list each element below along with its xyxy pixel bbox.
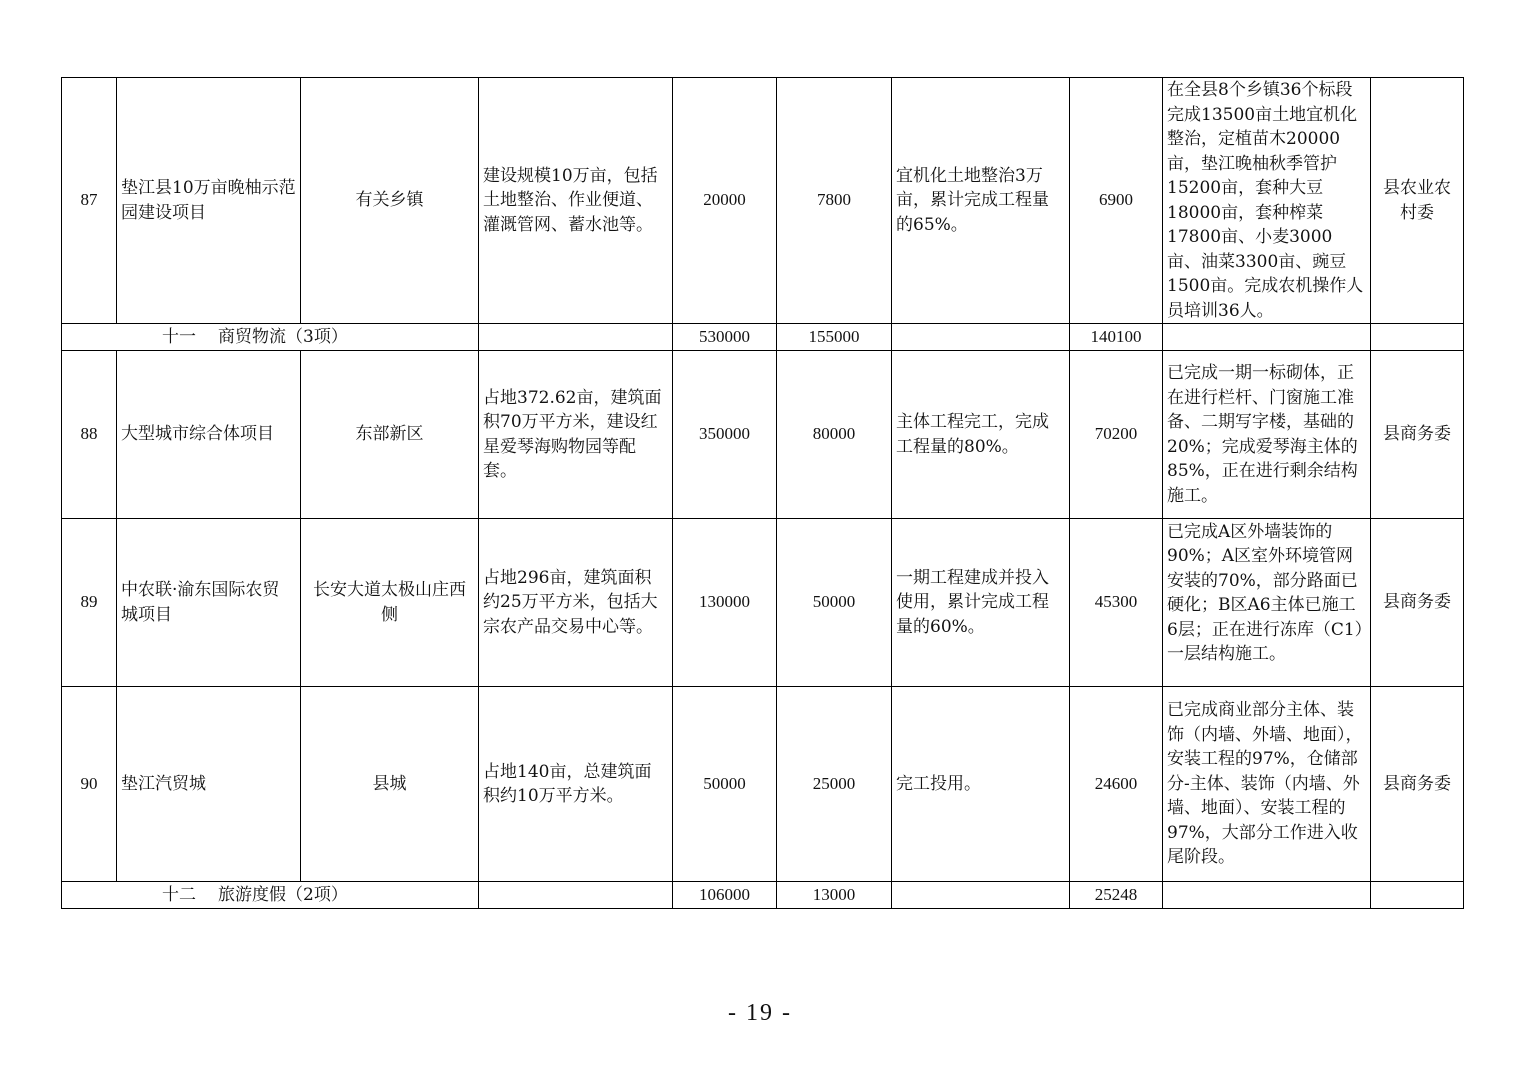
section-number: 十一 xyxy=(162,327,196,347)
row-number: 87 xyxy=(62,78,117,324)
empty-cell xyxy=(1371,324,1464,351)
section-number: 十二 xyxy=(162,885,196,905)
progress-status-text: 已完成A区外墙装饰的90%；A区室外环境管网安装的70%，部分路面已硬化；B区A6主体已施工6层；正在进行冻库（C1）一层结构施工。 xyxy=(1167,521,1364,664)
annual-goal: 主体工程完工，完成工程量的80%。 xyxy=(892,351,1070,519)
annual-plan: 7800 xyxy=(777,78,892,324)
section-annual-plan: 13000 xyxy=(777,882,892,909)
section-label xyxy=(62,882,479,909)
section-total-investment: 106000 xyxy=(673,882,777,909)
section-row xyxy=(62,882,1464,909)
table-row xyxy=(62,351,1464,519)
row-number: 88 xyxy=(62,351,117,519)
table-row xyxy=(62,519,1464,687)
project-name: 垫江汽贸城 xyxy=(117,687,301,882)
responsible-dept: 县农业农村委 xyxy=(1371,78,1464,324)
progress-status: 已完成一期一标砌体，正在进行栏杆、门窗施工准备、二期写字楼，基础的20%；完成爱琴海主体的85%，正在进行剩余结构施工。 xyxy=(1163,351,1371,519)
table-row xyxy=(62,687,1464,882)
project-content: 占地296亩，建筑面积约25万平方米，包括大宗农产品交易中心等。 xyxy=(479,519,673,687)
completed-investment: 45300 xyxy=(1070,519,1163,687)
total-investment: 50000 xyxy=(673,687,777,882)
table-row xyxy=(62,78,1464,324)
project-content: 建设规模10万亩，包括土地整治、作业便道、灌溉管网、蓄水池等。 xyxy=(479,78,673,324)
responsible-dept: 县商务委 xyxy=(1371,351,1464,519)
empty-cell xyxy=(1163,324,1371,351)
empty-cell xyxy=(892,324,1070,351)
row-number: 89 xyxy=(62,519,117,687)
page-number: - 19 - xyxy=(728,1000,792,1026)
section-total-investment: 530000 xyxy=(673,324,777,351)
project-content: 占地140亩，总建筑面积约10万平方米。 xyxy=(479,687,673,882)
project-name: 中农联·渝东国际农贸城项目 xyxy=(117,519,301,687)
section-completed: 140100 xyxy=(1070,324,1163,351)
progress-status: 已完成商业部分主体、装饰（内墙、外墙、地面），安装工程的97%，仓储部分-主体、装饰（内墙、外墙、地面）、安装工程的97%，大部分工作进入收尾阶段。 xyxy=(1163,687,1371,882)
empty-cell xyxy=(1371,882,1464,909)
completed-investment: 24600 xyxy=(1070,687,1163,882)
section-title: 旅游度假（2项） xyxy=(218,885,348,905)
responsible-dept: 县商务委 xyxy=(1371,687,1464,882)
section-row xyxy=(62,324,1464,351)
total-investment: 350000 xyxy=(673,351,777,519)
section-completed: 25248 xyxy=(1070,882,1163,909)
annual-plan: 50000 xyxy=(777,519,892,687)
total-investment: 130000 xyxy=(673,519,777,687)
annual-plan: 80000 xyxy=(777,351,892,519)
annual-goal: 完工投用。 xyxy=(892,687,1070,882)
annual-goal: 宜机化土地整治3万亩，累计完成工程量的65%。 xyxy=(892,78,1070,324)
project-name: 大型城市综合体项目 xyxy=(117,351,301,519)
progress-status: 在全县8个乡镇36个标段完成13500亩土地宜机化整治，定植苗木20000亩，垫江晚柚秋季管护15200亩，套种大豆18000亩，套种榨菜17800亩、小麦3000亩、油菜3300亩、豌豆1500亩。完成农机操作人员培训36人。 xyxy=(1163,78,1371,324)
annual-goal: 一期工程建成并投入使用，累计完成工程量的60%。 xyxy=(892,519,1070,687)
completed-investment: 70200 xyxy=(1070,351,1163,519)
empty-cell xyxy=(1163,882,1371,909)
empty-cell xyxy=(479,882,673,909)
section-annual-plan: 155000 xyxy=(777,324,892,351)
responsible-dept: 县商务委 xyxy=(1371,519,1464,687)
completed-investment: 6900 xyxy=(1070,78,1163,324)
project-location: 长安大道太极山庄西侧 xyxy=(301,519,479,687)
empty-cell xyxy=(892,882,1070,909)
project-content: 占地372.62亩，建筑面积70万平方米，建设红星爱琴海购物园等配套。 xyxy=(479,351,673,519)
progress-status xyxy=(1163,519,1371,687)
project-name: 垫江县10万亩晚柚示范园建设项目 xyxy=(117,78,301,324)
section-label xyxy=(62,324,479,351)
section-title: 商贸物流（3项） xyxy=(218,327,348,347)
empty-cell xyxy=(479,324,673,351)
project-location: 县城 xyxy=(301,687,479,882)
project-table xyxy=(61,77,1464,909)
project-location: 东部新区 xyxy=(301,351,479,519)
row-number: 90 xyxy=(62,687,117,882)
annual-plan: 25000 xyxy=(777,687,892,882)
total-investment: 20000 xyxy=(673,78,777,324)
project-location: 有关乡镇 xyxy=(301,78,479,324)
